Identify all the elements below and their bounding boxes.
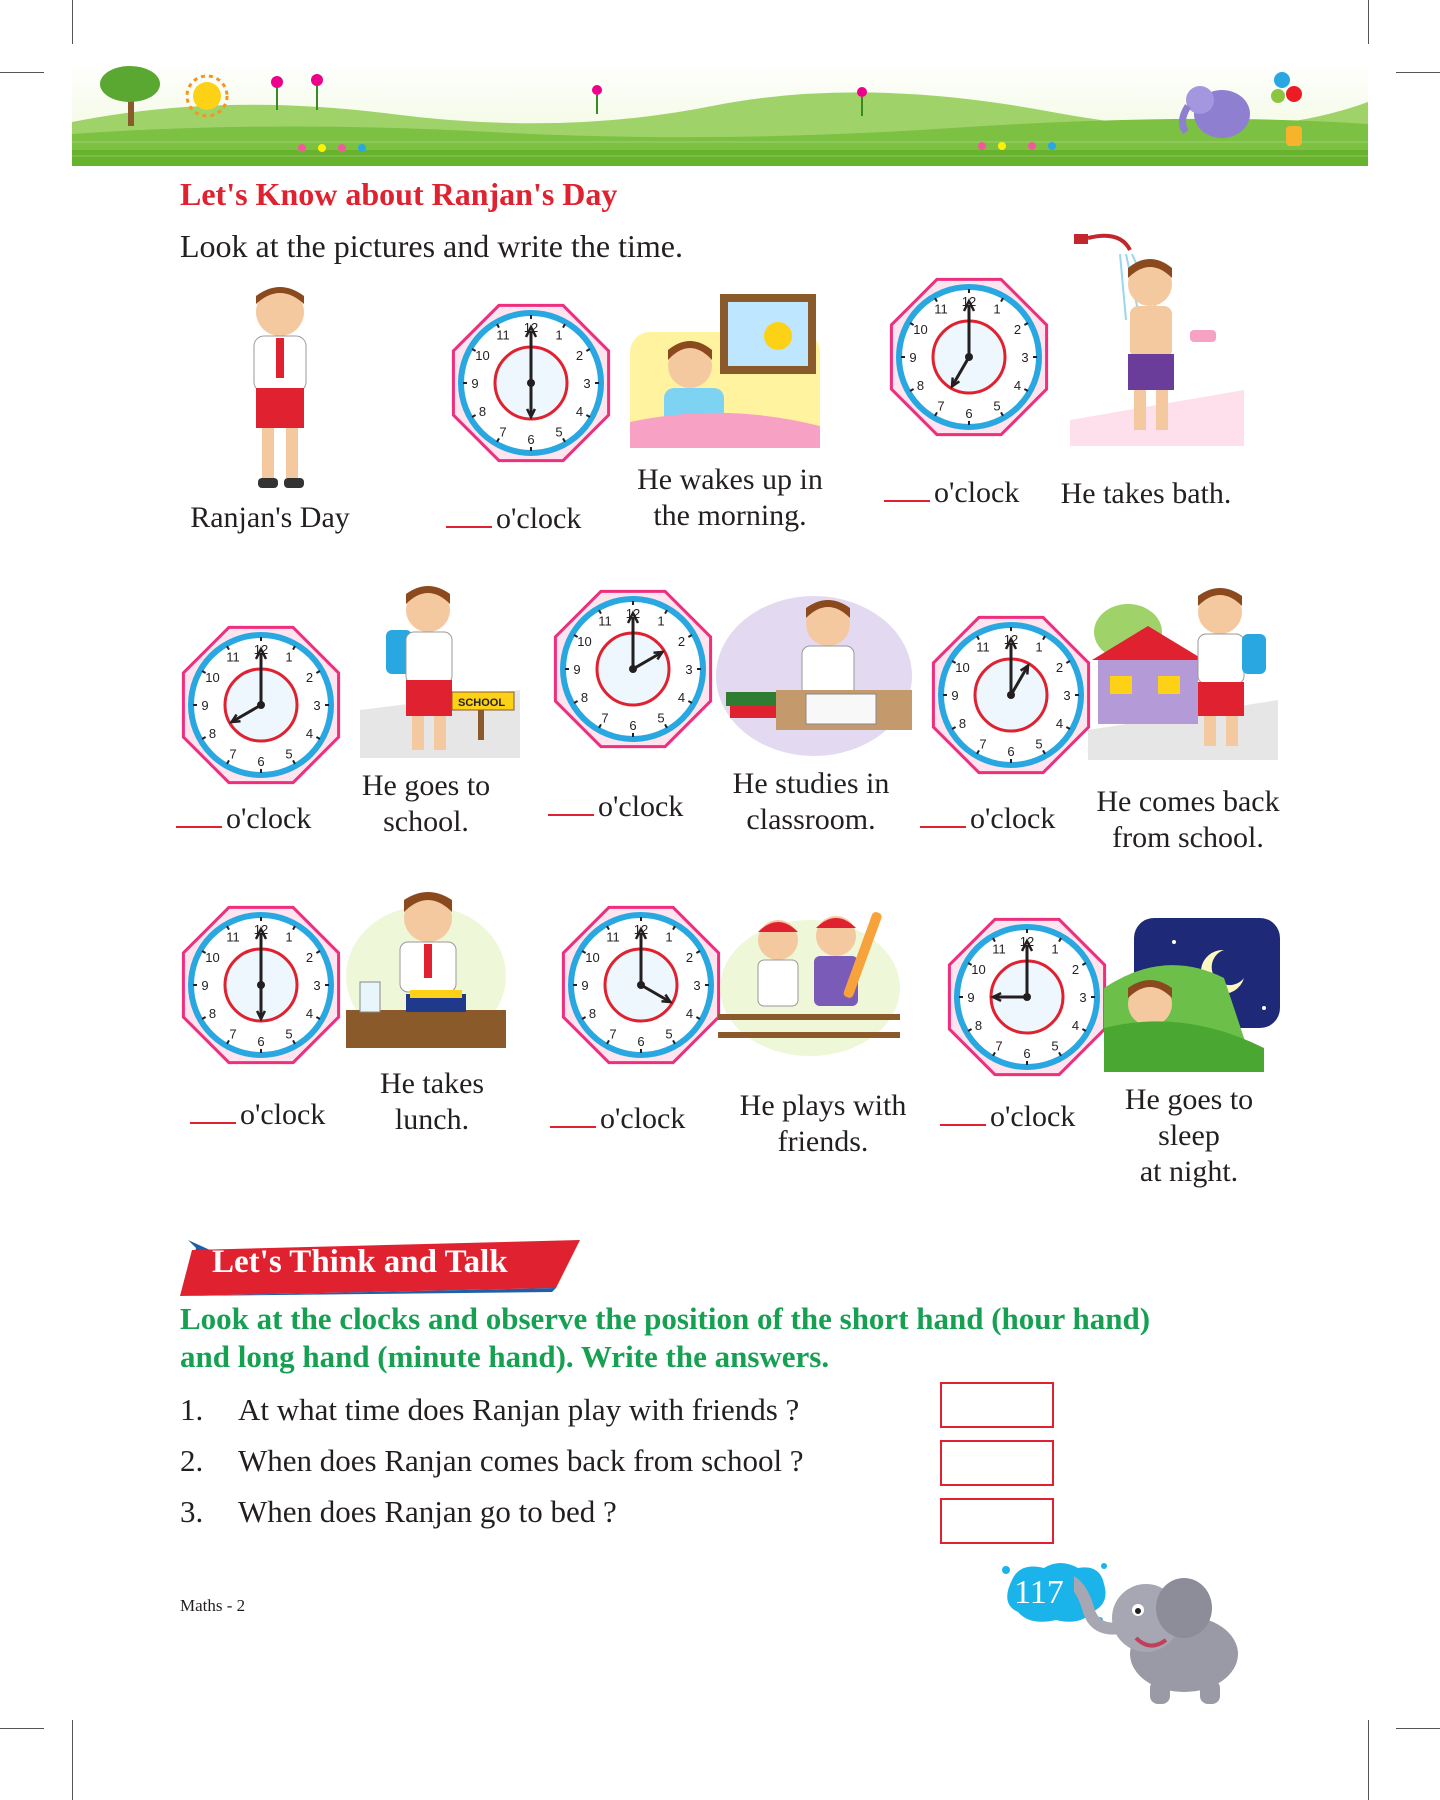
caption-classroom-line-2: classroom. (746, 803, 876, 836)
clock-numeral: 9 (573, 662, 581, 677)
clock-numeral: 9 (201, 978, 209, 993)
clock-numeral: 1 (657, 613, 665, 629)
time-blank[interactable] (884, 474, 930, 502)
clock-numeral: 12 (1003, 632, 1019, 647)
clock-back-from-school (926, 610, 1096, 780)
question-heading-line-2: and long hand (minute hand). Write the answers. (180, 1339, 830, 1374)
clock-numeral: 11 (496, 327, 510, 343)
clock-center (1023, 993, 1031, 1001)
answer-box-2[interactable] (940, 1440, 1054, 1486)
clock-numeral: 12 (625, 606, 641, 621)
clock-numeral: 10 (577, 634, 592, 649)
clock-numeral: 5 (993, 398, 1001, 414)
clock-numeral: 8 (588, 1006, 597, 1021)
crop-mark (1396, 1728, 1440, 1729)
meadow-banner-illustration (72, 62, 1368, 166)
time-blank[interactable] (920, 800, 966, 828)
svg-text:SCHOOL: SCHOOL (458, 697, 506, 709)
caption-sleep-line-3: at night. (1139, 1155, 1239, 1188)
boys-playing-illustration (718, 904, 900, 1056)
caption-play-line-2: friends. (777, 1125, 869, 1158)
clock-numeral: 11 (934, 301, 948, 317)
footer-subject: Maths - 2 (180, 1596, 246, 1615)
clock-numeral: 8 (974, 1018, 983, 1033)
clock-wake-up (446, 298, 616, 468)
question-text: When does Ranjan go to bed ? (238, 1494, 617, 1529)
question-heading-line-1: Look at the clocks and observe the position of the short hand (hour hand) (180, 1301, 1151, 1336)
crop-mark (72, 0, 73, 44)
oclock-label: o'clock (600, 1102, 686, 1135)
answer-bath (884, 474, 1019, 510)
boy-sleeping-illustration (1104, 918, 1280, 1072)
clock-numeral: 3 (1063, 688, 1071, 703)
crop-mark (0, 1728, 44, 1729)
clock-numeral: 8 (958, 716, 967, 731)
clock-numeral: 9 (909, 350, 917, 365)
question-item (180, 1494, 617, 1530)
caption-back-from-school-line-1: He comes back (1096, 785, 1280, 818)
caption-classroom (706, 766, 916, 838)
clock-numeral: 6 (257, 754, 265, 769)
oclock-label: o'clock (240, 1098, 326, 1131)
answer-play (550, 1100, 685, 1136)
oclock-label: o'clock (226, 802, 312, 835)
oclock-label: o'clock (934, 476, 1020, 509)
clock-numeral: 4 (1013, 378, 1022, 393)
clock-numeral: 9 (581, 978, 589, 993)
clock-numeral: 8 (916, 378, 925, 393)
clock-numeral: 4 (1055, 716, 1064, 731)
answer-classroom (548, 788, 683, 824)
clock-numeral: 6 (629, 718, 637, 733)
crop-mark (0, 72, 44, 73)
clock-numeral: 12 (633, 922, 649, 937)
clock-numeral: 4 (1071, 1018, 1080, 1033)
clock-numeral: 10 (913, 322, 928, 337)
caption-sleep (1084, 1082, 1294, 1190)
clock-numeral: 3 (313, 698, 321, 713)
oclock-label: o'clock (598, 790, 684, 823)
caption-bath (1046, 476, 1246, 512)
clock-numeral: 3 (1021, 350, 1029, 365)
question-number: 1. (180, 1392, 204, 1427)
answer-box-3[interactable] (940, 1498, 1054, 1544)
clock-numeral: 1 (1051, 941, 1059, 957)
question-text: When does Ranjan comes back from school ? (238, 1443, 804, 1478)
clock-numeral: 12 (253, 642, 269, 657)
clock-numeral: 1 (993, 301, 1001, 317)
crop-mark (1396, 72, 1440, 73)
time-blank[interactable] (446, 500, 492, 528)
answer-back-from-school (920, 800, 1055, 836)
clock-center (637, 981, 645, 989)
clock-numeral: 11 (992, 941, 1006, 957)
clock-numeral: 2 (1013, 322, 1022, 337)
clock-numeral: 8 (580, 690, 589, 705)
answer-wake-up (446, 500, 581, 536)
caption-sleep-line-2: sleep (1158, 1119, 1220, 1152)
boy-eating-lunch-illustration (346, 886, 506, 1048)
clock-numeral: 7 (937, 398, 945, 414)
boy-returning-home-illustration (1088, 580, 1278, 760)
clock-numeral: 1 (285, 929, 293, 945)
clock-numeral: 11 (976, 639, 990, 655)
caption-bath-line-1: He takes bath. (1060, 477, 1232, 510)
clock-numeral: 1 (555, 327, 563, 343)
clock-center (257, 981, 265, 989)
clock-numeral: 11 (606, 929, 620, 945)
clock-numeral: 5 (555, 424, 563, 440)
caption-wake-up-line-2: the morning. (653, 499, 807, 532)
clock-numeral: 5 (1035, 736, 1043, 752)
question-item (180, 1392, 799, 1428)
clock-numeral: 1 (665, 929, 673, 945)
oclock-label: o'clock (970, 802, 1056, 835)
clock-numeral: 3 (1079, 990, 1087, 1005)
time-blank[interactable] (940, 1098, 986, 1126)
clock-numeral: 6 (257, 1034, 265, 1049)
clock-numeral: 3 (693, 978, 701, 993)
page-number: 117 (1014, 1574, 1064, 1611)
clock-numeral: 2 (677, 634, 686, 649)
clock-numeral: 4 (575, 404, 584, 419)
caption-school-line-2: school. (383, 805, 469, 838)
clock-numeral: 12 (961, 294, 977, 309)
clock-school (176, 620, 346, 790)
boy-going-to-school-illustration (360, 580, 520, 758)
question-number: 2. (180, 1443, 204, 1478)
clock-center (257, 701, 265, 709)
time-blank[interactable] (176, 800, 222, 828)
clock-numeral: 5 (657, 710, 665, 726)
oclock-label: o'clock (496, 502, 582, 535)
clock-numeral: 8 (208, 726, 217, 741)
clock-numeral: 7 (601, 710, 609, 726)
clock-numeral: 12 (253, 922, 269, 937)
time-blank[interactable] (548, 788, 594, 816)
crop-mark (1368, 0, 1369, 44)
clock-numeral: 6 (527, 432, 535, 447)
clock-numeral: 11 (226, 929, 240, 945)
clock-center (629, 665, 637, 673)
elephant-mascot-illustration (1074, 1568, 1262, 1708)
caption-lunch-line-2: lunch. (394, 1103, 470, 1136)
caption-school (326, 768, 526, 840)
question-text: At what time does Ranjan play with friends ? (238, 1392, 800, 1427)
caption-wake-up (620, 462, 840, 534)
answer-lunch (190, 1096, 325, 1132)
clock-numeral: 10 (585, 950, 600, 965)
question-item (180, 1443, 804, 1479)
clock-numeral: 5 (1051, 1038, 1059, 1054)
clock-numeral: 5 (285, 1026, 293, 1042)
clock-numeral: 9 (201, 698, 209, 713)
clock-lunch (176, 900, 346, 1070)
instruction-text: Look at the pictures and write the time. (180, 228, 683, 264)
clock-play (556, 900, 726, 1070)
clock-numeral: 7 (979, 736, 987, 752)
clock-numeral: 7 (499, 424, 507, 440)
boy-bathing-illustration (1070, 220, 1244, 446)
clock-numeral: 3 (685, 662, 693, 677)
answer-box-1[interactable] (940, 1382, 1054, 1428)
intro-label: Ranjan's Day (190, 501, 350, 534)
crop-mark (1368, 1720, 1369, 1800)
clock-numeral: 9 (471, 376, 479, 391)
clock-numeral: 2 (575, 348, 584, 363)
clock-numeral: 10 (955, 660, 970, 675)
caption-play (716, 1088, 930, 1160)
caption-sleep-line-1: He goes to (1124, 1083, 1254, 1116)
page-title: Let's Know about Ranjan's Day (180, 176, 618, 212)
clock-center (1007, 691, 1015, 699)
clock-classroom (548, 584, 718, 754)
time-blank[interactable] (190, 1096, 236, 1124)
clock-numeral: 9 (967, 990, 975, 1005)
clock-numeral: 7 (609, 1026, 617, 1042)
clock-numeral: 6 (637, 1034, 645, 1049)
clock-numeral: 2 (1055, 660, 1064, 675)
clock-numeral: 8 (478, 404, 487, 419)
clock-center (527, 379, 535, 387)
clock-numeral: 6 (965, 406, 973, 421)
clock-numeral: 5 (285, 746, 293, 762)
clock-numeral: 7 (229, 1026, 237, 1042)
clock-numeral: 3 (583, 376, 591, 391)
caption-lunch (332, 1066, 532, 1138)
clock-numeral: 10 (205, 670, 220, 685)
clock-numeral: 10 (205, 950, 220, 965)
clock-sleep (942, 912, 1112, 1082)
oclock-label: o'clock (990, 1100, 1076, 1133)
question-number: 3. (180, 1494, 204, 1529)
caption-play-line-1: He plays with (739, 1089, 907, 1122)
clock-bath (884, 272, 1054, 442)
clock-numeral: 3 (313, 978, 321, 993)
answer-school (176, 800, 311, 836)
clock-numeral: 1 (285, 649, 293, 665)
clock-numeral: 2 (305, 670, 314, 685)
clock-numeral: 4 (305, 726, 314, 741)
clock-numeral: 2 (1071, 962, 1080, 977)
boy-studying-illustration (716, 594, 912, 758)
clock-numeral: 2 (685, 950, 694, 965)
clock-numeral: 9 (951, 688, 959, 703)
ranjan-standing-illustration (230, 282, 330, 494)
clock-center (965, 353, 973, 361)
clock-numeral: 10 (971, 962, 986, 977)
clock-numeral: 1 (1035, 639, 1043, 655)
clock-numeral: 4 (685, 1006, 694, 1021)
clock-numeral: 11 (226, 649, 240, 665)
clock-numeral: 4 (305, 1006, 314, 1021)
clock-numeral: 2 (305, 950, 314, 965)
crop-mark (72, 1720, 73, 1800)
boy-waking-up-illustration (630, 292, 820, 448)
clock-numeral: 7 (229, 746, 237, 762)
clock-numeral: 6 (1007, 744, 1015, 759)
answer-sleep (940, 1098, 1075, 1134)
question-heading (180, 1300, 1300, 1376)
section-ribbon-label: Let's Think and Talk (212, 1244, 508, 1280)
clock-numeral: 5 (665, 1026, 673, 1042)
caption-back-from-school (1070, 784, 1306, 856)
caption-school-line-1: He goes to (361, 769, 491, 802)
clock-numeral: 11 (598, 613, 612, 629)
clock-numeral: 12 (523, 320, 539, 335)
clock-numeral: 10 (475, 348, 490, 363)
clock-numeral: 7 (995, 1038, 1003, 1054)
caption-lunch-line-1: He takes (379, 1067, 485, 1100)
caption-classroom-line-1: He studies in (732, 767, 890, 800)
clock-numeral: 12 (1019, 934, 1035, 949)
clock-numeral: 8 (208, 1006, 217, 1021)
caption-wake-up-line-1: He wakes up in (637, 463, 823, 496)
time-blank[interactable] (550, 1100, 596, 1128)
clock-numeral: 6 (1023, 1046, 1031, 1061)
caption-back-from-school-line-2: from school. (1112, 821, 1264, 854)
clock-numeral: 4 (677, 690, 686, 705)
